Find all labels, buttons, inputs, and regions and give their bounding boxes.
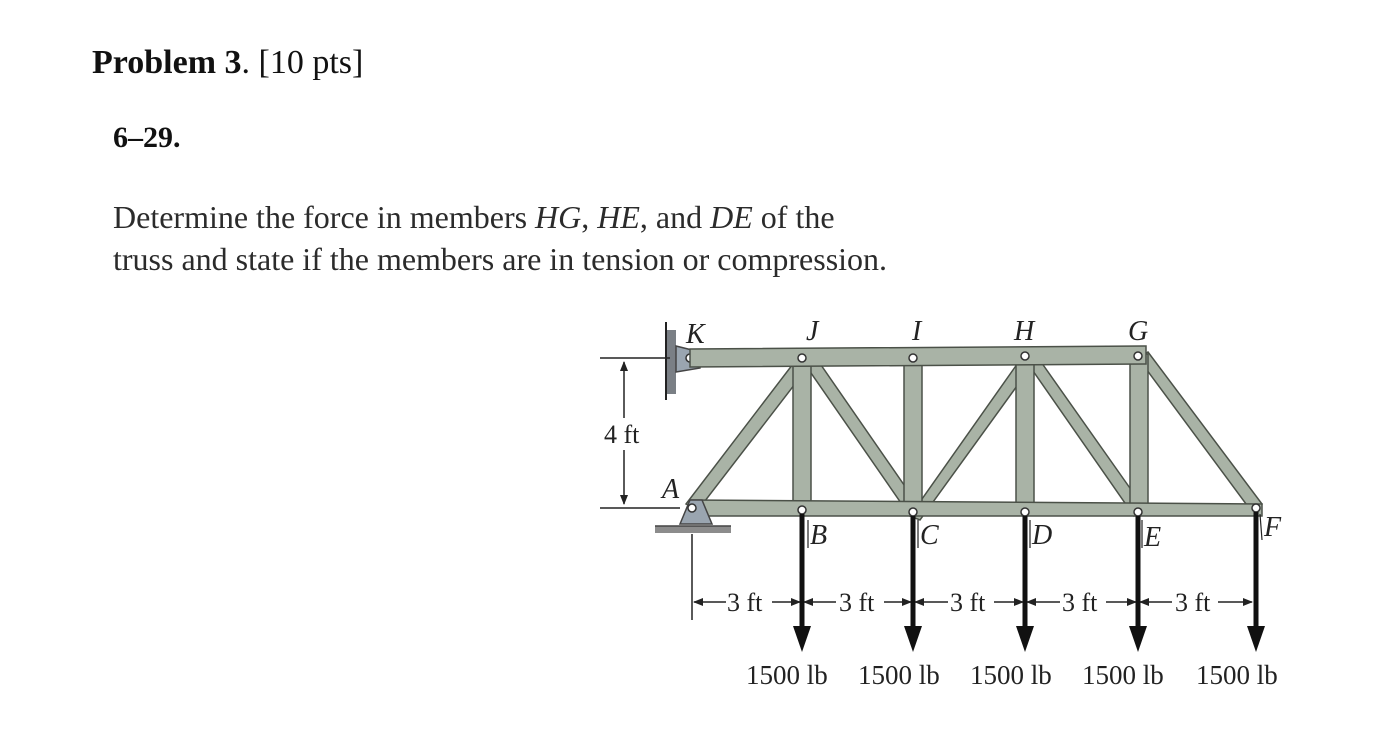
spacing-label-ef: 3 ft <box>1175 588 1211 617</box>
member-de: DE <box>710 199 753 235</box>
height-dimension-label: 4 ft <box>604 420 640 449</box>
load-arrow-f <box>1247 512 1265 652</box>
statement-text: of the <box>752 199 835 235</box>
load-label-e: 1500 lb <box>1082 660 1164 690</box>
diagonal-members <box>686 352 1262 520</box>
member-hg: HG <box>535 199 582 235</box>
statement-text: Determine the force in members <box>113 199 536 235</box>
joint-label-g: G <box>1128 316 1149 347</box>
joint-label-b: B <box>810 520 828 551</box>
problem-title: Problem 3 <box>92 44 242 81</box>
load-label-c: 1500 lb <box>858 660 940 690</box>
load-label-f: 1500 lb <box>1196 660 1278 690</box>
joint-label-c: C <box>920 520 939 551</box>
load-arrows <box>793 512 1265 652</box>
spacing-label-bc: 3 ft <box>839 588 875 617</box>
spacing-label-cd: 3 ft <box>950 588 986 617</box>
statement-line-2: truss and state if the members are in tension or compression. <box>113 241 888 277</box>
load-label-d: 1500 lb <box>970 660 1052 690</box>
statement-text: , <box>581 199 598 235</box>
joint-label-a: A <box>662 474 680 505</box>
joint-label-f: F <box>1264 512 1282 543</box>
spacing-label-ab: 3 ft <box>727 588 763 617</box>
problem-points: [10 pts] <box>258 44 364 81</box>
bottom-chord <box>690 500 1262 516</box>
spacing-label-de: 3 ft <box>1062 588 1098 617</box>
joint-label-j: J <box>806 316 819 347</box>
load-label-b: 1500 lb <box>746 660 828 690</box>
joint-label-d: D <box>1032 520 1053 551</box>
statement-text: , and <box>639 199 711 235</box>
joint-label-k: K <box>686 319 705 350</box>
joint-label-h: H <box>1014 316 1035 347</box>
member-he: HE <box>597 199 640 235</box>
problem-separator: . <box>241 44 259 81</box>
top-chord <box>690 346 1146 367</box>
joint-label-i: I <box>912 316 922 347</box>
exercise-number: 6–29. <box>113 121 181 154</box>
joint-label-e: E <box>1144 522 1162 553</box>
